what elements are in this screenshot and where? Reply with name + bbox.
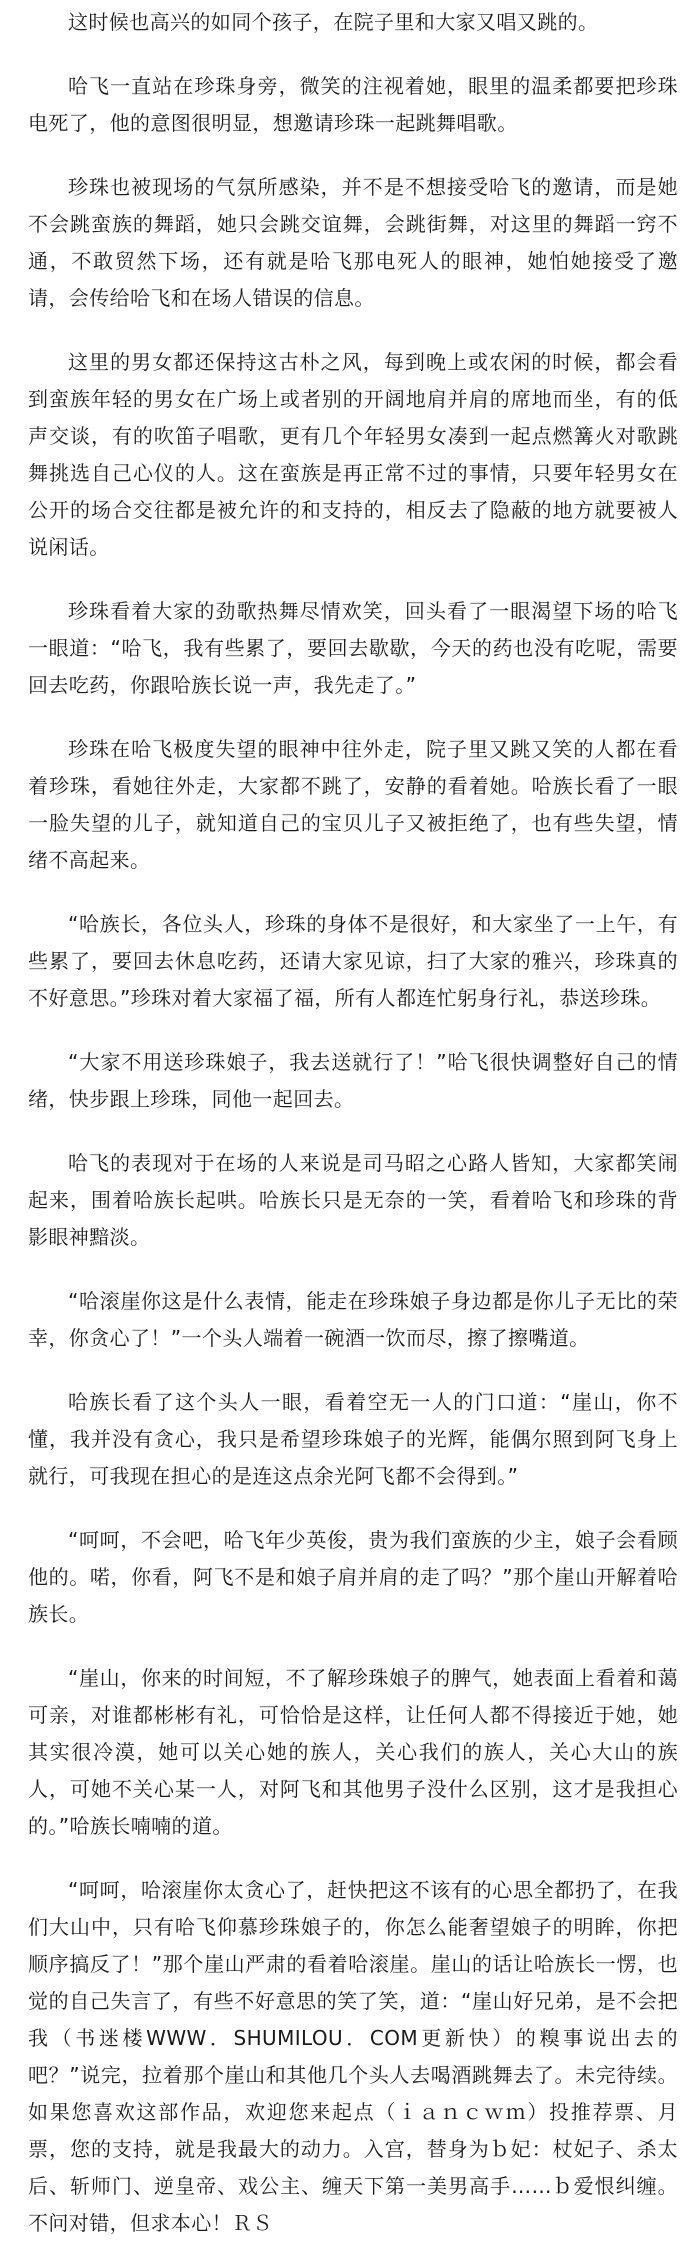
paragraph: “呵呵，哈滚崖你太贪心了，赶快把这不该有的心思全都扔了，在我们大山中，只有哈飞仰慕珍珠娘子的，你怎么能奢望娘子的明眸，你把顺序搞反了！”那个崖山严肃的看着哈滚崖。崖山的话让哈族长一愣，也觉的自己失言了，有些不好意思的笑了笑，道：“崖山好兄弟，是不会把我（书迷楼WWW．SHUMILOU．COM更新快）的糗事说出去的吧？”说完，拉着那个崖山和其他几个头人去喝酒跳舞去了。未完待续。如果您喜欢这部作品，欢迎您来起点（ｉａｎｃｗｍ）投推荐票、月票，您的支持，就是我最大的动力。入宫，替身为ｂ妃：杖妃子、杀太后、斩师门、逆皇帝、戏公主、缠天下第一美男高手……ｂ爱恨纠缠。不问对错，但求本心！ＲＳ: [28, 1878, 678, 2235]
paragraph: 哈飞一直站在珍珠身旁，微笑的注视着她，眼里的温柔都要把珍珠电死了，他的意图很明显，想邀请珍珠一起跳舞唱歌。: [28, 74, 678, 135]
paragraph: “崖山，你来的时间短，不了解珍珠娘子的脾气，她表面上看着和蔼可亲，对谁都彬彬有礼，可恰恰是这样，让任何人都不得接近于她，她其实很冷漠，她可以关心她的族人，关心我们的族人，关心大山的族人，可她不关心某一人，对阿飞和其他男子没什么区别，这才是我担心的。”哈族长喃喃的道。: [28, 1666, 678, 1838]
paragraph: “呵呵，不会吧，哈飞年少英俊，贵为我们蛮族的少主，娘子会看顾他的。喏，你看，阿飞不是和娘子肩并肩的走了吗？”那个崖山开解着哈族长。: [28, 1528, 678, 1626]
paragraph: “大家不用送珍珠娘子，我去送就行了！”哈飞很快调整好自己的情绪，快步跟上珍珠，同他一起回去。: [28, 1050, 678, 1111]
paragraph-gap: [28, 317, 678, 344]
paragraph-gap: [28, 142, 678, 169]
paragraph: 哈飞的表现对于在场的人来说是司马昭之心路人皆知，大家都笑闹起来，围着哈族长起哄。哈族长只是无奈的一笑，看着哈飞和珍珠的背影眼神黯淡。: [28, 1151, 678, 1249]
paragraph-gap: [28, 704, 678, 731]
paragraph-gap: [28, 566, 678, 593]
paragraph: 这时候也高兴的如同个孩子，在院子里和大家又唱又跳的。: [68, 10, 599, 34]
paragraph: 珍珠也被现场的气氛所感染，并不是不想接受哈飞的邀请，而是她不会跳蛮族的舞蹈，她只会跳交谊舞，会跳街舞，对这里的舞蹈一窍不通，不敢贸然下场，还有就是哈飞那电死人的眼神，她怕她接受了邀请，会传给哈飞和在场人错误的信息。: [28, 175, 678, 310]
paragraph: 珍珠在哈飞极度失望的眼神中往外走，院子里又跳又笑的人都在看着珍珠，看她往外走，大家都不跳了，安静的看着她。哈族长看了一眼一脸失望的儿子，就知道自己的宝贝儿子又被拒绝了，也有些失望，情绪不高起来。: [28, 737, 678, 872]
paragraph: 这里的男女都还保持这古朴之风，每到晚上或农闲的时候，都会看到蛮族年轻的男女在广场上或者别的开阔地肩并肩的席地而坐，有的低声交谈，有的吹笛子唱歌，更有几个年轻男女凑到一起点燃篝火对歌跳舞挑选自己心仪的人。这在蛮族是再正常不过的事情，只要年轻男女在公开的场合交往都是被允许的和支持的，相反去了隐蔽的地方就要被人说闲话。: [28, 350, 678, 559]
paragraph-gap: [28, 1357, 678, 1384]
paragraph-gap: [28, 1633, 678, 1660]
paragraph-gap: [28, 41, 678, 68]
paragraph: 珍珠看着大家的劲歌热舞尽情欢笑，回头看了一眼渴望下场的哈飞一眼道：“哈飞，我有些累了，要回去歇歇，今天的药也没有吃呢，需要回去吃药，你跟哈族长说一声，我先走了。”: [28, 599, 678, 697]
paragraph-gap: [28, 1017, 678, 1044]
paragraph-gap: [28, 1845, 678, 1872]
paragraph-gap: [28, 1256, 678, 1283]
paragraph-gap: [28, 879, 678, 906]
paragraph-gap: [28, 1118, 678, 1145]
paragraph: “哈族长，各位头人，珍珠的身体不是很好，和大家坐了一上午，有些累了，要回去休息吃药，还请大家见谅，扫了大家的雅兴，珍珠真的不好意思。”珍珠对着大家福了福，所有人都连忙躬身行礼，恭送珍珠。: [28, 912, 678, 1010]
paragraph: “哈滚崖你这是什么表情，能走在珍珠娘子身边都是你儿子无比的荣幸，你贪心了！”一个头人端着一碗酒一饮而尽，擦了擦嘴道。: [28, 1289, 678, 1350]
paragraph-gap: [28, 1495, 678, 1522]
paragraph: 哈族长看了这个头人一眼，看着空无一人的门口道：“崖山，你不懂，我并没有贪心，我只是希望珍珠娘子的光辉，能偶尔照到阿飞身上就行，可我现在担心的是连这点余光阿飞都不会得到。”: [28, 1390, 678, 1488]
